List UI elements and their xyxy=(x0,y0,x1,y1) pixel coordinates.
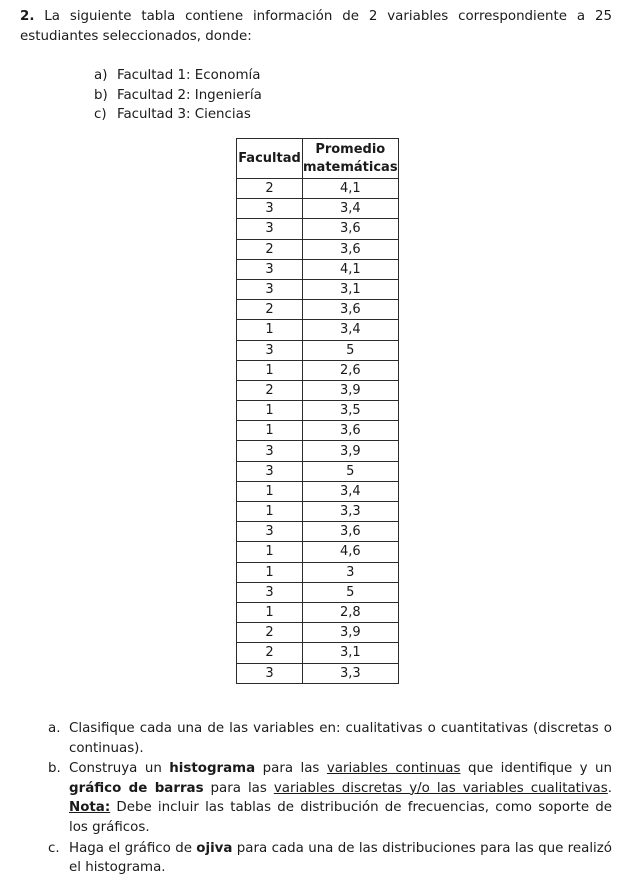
task-b xyxy=(48,759,612,837)
faculty-cell: 1 xyxy=(237,360,303,380)
table-row xyxy=(237,643,399,663)
average-cell: 5 xyxy=(303,582,399,602)
average-cell: 3,3 xyxy=(303,663,399,683)
table-row xyxy=(237,279,399,299)
average-cell: 3,1 xyxy=(303,643,399,663)
table-row xyxy=(237,259,399,279)
table-row xyxy=(237,481,399,501)
table-row xyxy=(237,300,399,320)
table-row xyxy=(237,602,399,622)
option-label: b) xyxy=(94,87,108,103)
table-row xyxy=(237,360,399,380)
table-row xyxy=(237,179,399,199)
table-row xyxy=(237,421,399,441)
faculty-cell: 3 xyxy=(237,582,303,602)
average-cell: 3,4 xyxy=(303,481,399,501)
table-row xyxy=(237,542,399,562)
table-row xyxy=(237,522,399,542)
task-label: c. xyxy=(48,840,60,856)
table-body xyxy=(237,179,399,684)
average-cell: 4,1 xyxy=(303,259,399,279)
faculty-cell: 1 xyxy=(237,401,303,421)
average-cell: 4,6 xyxy=(303,542,399,562)
faculty-cell: 1 xyxy=(237,481,303,501)
faculty-cell: 3 xyxy=(237,259,303,279)
note-label: Nota: xyxy=(69,800,111,816)
emphasis-ogive: ojiva xyxy=(196,840,233,856)
underlined-continuous: variables continuas xyxy=(326,761,461,777)
faculty-options xyxy=(94,66,262,125)
task-c xyxy=(48,839,612,878)
average-cell: 3,1 xyxy=(303,279,399,299)
faculty-cell: 1 xyxy=(237,562,303,582)
table-row xyxy=(237,663,399,683)
option-label: a) xyxy=(94,68,108,83)
faculty-cell: 2 xyxy=(237,623,303,643)
average-cell: 3 xyxy=(303,562,399,582)
task-text: para cada una de las distribuciones para las que realizó el histograma. xyxy=(69,840,612,876)
average-cell: 3,6 xyxy=(303,239,399,259)
average-cell: 3,9 xyxy=(303,441,399,461)
option-label: c) xyxy=(94,107,107,123)
task-text: Debe incluir las tablas de distribución de frecuencias, como soporte de los gráficos. xyxy=(69,800,612,835)
average-cell: 3,3 xyxy=(303,502,399,522)
average-cell: 3,4 xyxy=(303,320,399,340)
average-cell: 5 xyxy=(303,340,399,360)
faculty-cell: 2 xyxy=(237,239,303,259)
average-cell: 5 xyxy=(303,461,399,481)
faculty-cell: 1 xyxy=(237,502,303,522)
task-text: para las xyxy=(255,761,327,777)
faculty-cell: 2 xyxy=(237,643,303,663)
task-text: Haga el gráfico de xyxy=(69,840,197,856)
task-a xyxy=(48,719,612,758)
table-row xyxy=(237,461,399,481)
table-row xyxy=(237,380,399,400)
average-cell: 2,6 xyxy=(303,360,399,380)
task-label: b. xyxy=(48,761,61,777)
data-table xyxy=(236,138,399,684)
average-cell: 3,6 xyxy=(303,421,399,441)
faculty-cell: 2 xyxy=(237,380,303,400)
header-math-average: Promedio matemáticas xyxy=(303,139,399,179)
table-row xyxy=(237,340,399,360)
average-cell: 3,4 xyxy=(303,199,399,219)
faculty-cell: 1 xyxy=(237,421,303,441)
average-cell: 3,6 xyxy=(303,300,399,320)
table-header-row xyxy=(237,139,399,179)
option-item xyxy=(94,66,262,86)
average-cell: 3,6 xyxy=(303,219,399,239)
faculty-cell: 3 xyxy=(237,219,303,239)
table-row xyxy=(237,502,399,522)
faculty-cell: 3 xyxy=(237,199,303,219)
table-row xyxy=(237,441,399,461)
faculty-cell: 1 xyxy=(237,602,303,622)
faculty-cell: 3 xyxy=(237,461,303,481)
task-list xyxy=(48,719,612,879)
table-row xyxy=(237,623,399,643)
table-row xyxy=(237,199,399,219)
task-text: . xyxy=(607,780,612,796)
option-item xyxy=(94,86,262,106)
emphasis-bar-chart: gráfico de barras xyxy=(69,780,204,796)
faculty-cell: 3 xyxy=(237,522,303,542)
option-text: Facultad 2: Ingeniería xyxy=(117,87,262,103)
table-row xyxy=(237,320,399,340)
table-row xyxy=(237,219,399,239)
table-row xyxy=(237,582,399,602)
question-statement xyxy=(20,7,612,47)
table-row xyxy=(237,239,399,259)
task-text: Clasifique cada una de las variables en: cualitativas o cuantitativas (discretas o continuas). xyxy=(69,721,612,756)
average-cell: 3,5 xyxy=(303,401,399,421)
question-text: La siguiente tabla contiene información de 2 variables correspondiente a 25 estudiantes seleccionados, donde: xyxy=(20,9,612,44)
faculty-cell: 3 xyxy=(237,663,303,683)
task-text: Construya un xyxy=(69,761,170,777)
task-label: a. xyxy=(48,721,61,736)
faculty-cell: 3 xyxy=(237,340,303,360)
question-number: 2. xyxy=(20,9,35,24)
faculty-cell: 1 xyxy=(237,320,303,340)
average-cell: 2,8 xyxy=(303,602,399,622)
table-row xyxy=(237,562,399,582)
option-text: Facultad 1: Economía xyxy=(117,68,261,83)
underlined-discrete: variables discretas y/o las variables cualitativas xyxy=(273,780,608,796)
average-cell: 3,9 xyxy=(303,380,399,400)
average-cell: 3,9 xyxy=(303,623,399,643)
faculty-cell: 3 xyxy=(237,279,303,299)
table-row xyxy=(237,401,399,421)
emphasis-histogram: histograma xyxy=(169,761,256,777)
option-text: Facultad 3: Ciencias xyxy=(117,107,251,123)
task-text: para las xyxy=(203,780,274,796)
average-cell: 3,6 xyxy=(303,522,399,542)
option-item xyxy=(94,105,262,125)
faculty-cell: 3 xyxy=(237,441,303,461)
task-text: que identifique y un xyxy=(460,761,613,777)
faculty-cell: 2 xyxy=(237,179,303,199)
header-faculty: Facultad xyxy=(237,139,303,179)
faculty-cell: 1 xyxy=(237,542,303,562)
faculty-cell: 2 xyxy=(237,300,303,320)
average-cell: 4,1 xyxy=(303,179,399,199)
